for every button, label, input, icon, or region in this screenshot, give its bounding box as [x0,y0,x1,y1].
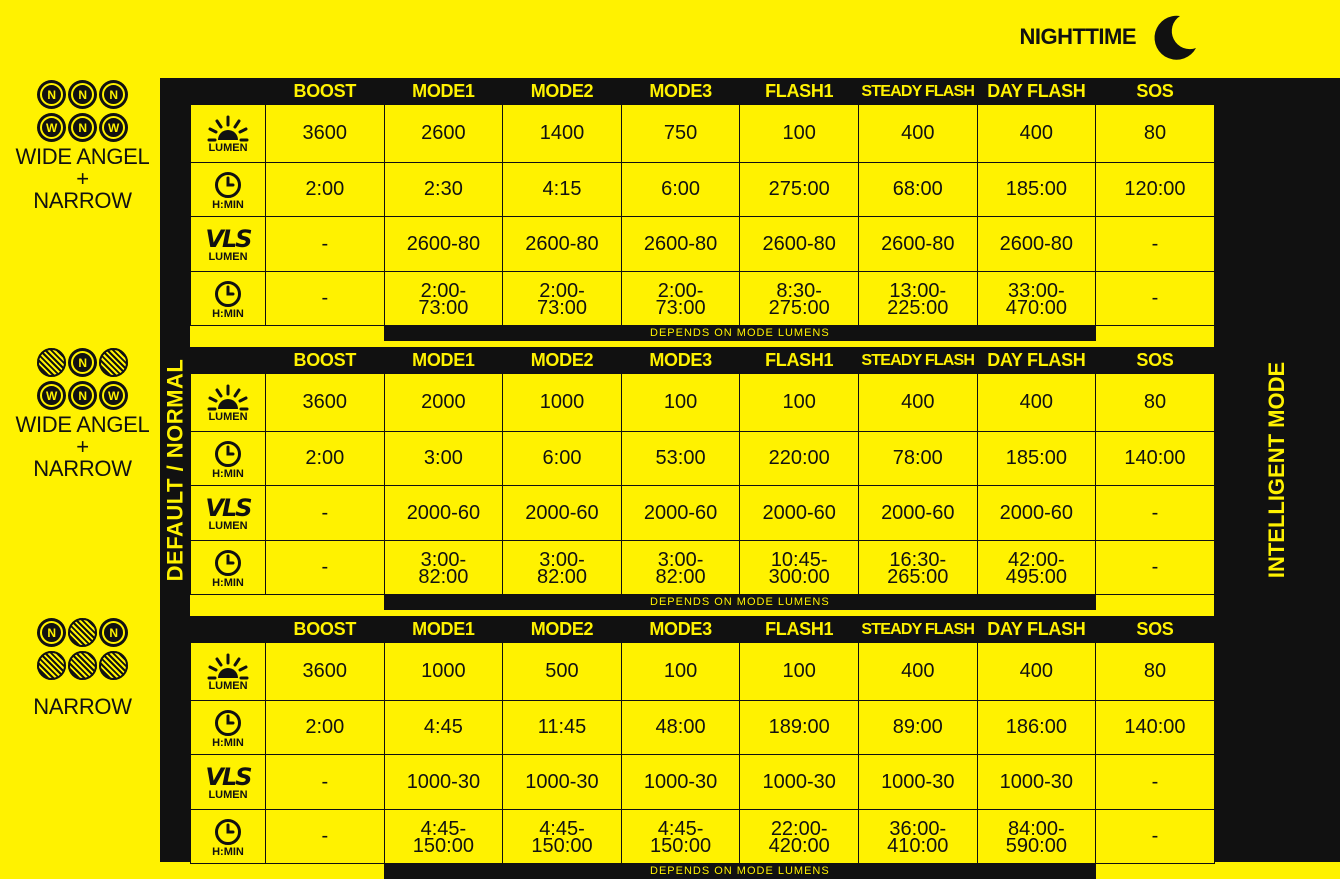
column-header: SOS [1096,348,1215,374]
table-cell: - [1096,217,1215,272]
table-cell: 2000 [384,374,503,432]
column-header: MODE2 [503,617,622,643]
table-cell: 6:00 [503,432,622,486]
column-header: STEADY FLASH [858,348,977,374]
table-cell: - [266,755,385,810]
sun-icon: LUMEN [191,643,266,701]
led-icon [99,348,128,377]
table-cell: 1000 [503,374,622,432]
section-label-2 [0,348,165,480]
column-header: MODE1 [384,348,503,374]
table-cell: 400 [858,105,977,163]
vls-icon: VLS LUMEN [191,486,266,541]
table-cell: 100 [740,643,859,701]
table-cell: 2:00 [266,163,385,217]
table-cell: 2:00 [266,701,385,755]
led-icon: W [37,113,66,142]
led-icon: N [37,618,66,647]
table-cell: 1000 [384,643,503,701]
depends-note: DEPENDS ON MODE LUMENS [384,326,1096,341]
column-header: SOS [1096,79,1215,105]
table-cell: - [1096,755,1215,810]
led-icon [37,651,66,680]
led-icon: N [99,618,128,647]
table-cell: 2000-60 [621,486,740,541]
table-cell: 78:00 [858,432,977,486]
led-icon: N [68,113,97,142]
table-cell: 2600-80 [740,217,859,272]
table-cell: 2000-60 [740,486,859,541]
table-cell: 1000-30 [858,755,977,810]
header-blank [191,79,266,105]
table-cell: 185:00 [977,163,1096,217]
table-cell: 120:00 [1096,163,1215,217]
table-cell: - [266,272,385,326]
column-header: BOOST [266,79,385,105]
led-layout-icon [0,80,165,142]
table-cell: 1400 [503,105,622,163]
column-header: DAY FLASH [977,79,1096,105]
spec-table-1 [190,78,1215,341]
led-icon: N [68,348,97,377]
table-cell: 4:45- 150:00 [503,810,622,864]
table-cell: 89:00 [858,701,977,755]
clock-icon: H:MIN [191,701,266,755]
table-cell: - [1096,541,1215,595]
table-cell: - [266,810,385,864]
depends-note: DEPENDS ON MODE LUMENS [384,595,1096,610]
moon-icon [1150,12,1200,62]
table-cell: 80 [1096,643,1215,701]
led-icon: W [37,381,66,410]
table-cell: 275:00 [740,163,859,217]
table-cell: 400 [858,374,977,432]
depends-note: DEPENDS ON MODE LUMENS [384,864,1096,879]
table-cell: 140:00 [1096,432,1215,486]
table-cell: 2000-60 [384,486,503,541]
table-cell: 3:00 [384,432,503,486]
led-layout-icon [0,618,165,680]
column-header: DAY FLASH [977,348,1096,374]
table-cell: - [1096,810,1215,864]
table-cell: 1000-30 [977,755,1096,810]
table-cell: 4:45- 150:00 [621,810,740,864]
table-cell: 3:00- 82:00 [621,541,740,595]
table-cell: 185:00 [977,432,1096,486]
clock-icon: H:MIN [191,541,266,595]
led-icon: N [37,80,66,109]
table-cell: 1000-30 [740,755,859,810]
column-header: MODE2 [503,79,622,105]
column-header: SOS [1096,617,1215,643]
table-cell: 1000-30 [503,755,622,810]
table-cell: 140:00 [1096,701,1215,755]
table-cell: 2:00- 73:00 [621,272,740,326]
table-cell: 400 [977,105,1096,163]
table-cell: 2600 [384,105,503,163]
page-title: NIGHTTIME [1019,24,1136,49]
table-cell: 100 [621,374,740,432]
table-cell: 2600-80 [384,217,503,272]
table-cell: 16:30- 265:00 [858,541,977,595]
table-cell: 2:00- 73:00 [384,272,503,326]
table-cell: 750 [621,105,740,163]
table-cell: 4:45 [384,701,503,755]
table-cell: 36:00- 410:00 [858,810,977,864]
table-cell: 53:00 [621,432,740,486]
table-cell: 10:45- 300:00 [740,541,859,595]
section-label-text: WIDE ANGEL [15,144,150,169]
led-layout-icon [0,348,165,410]
table-cell: 4:45- 150:00 [384,810,503,864]
table-cell: - [1096,272,1215,326]
table-cell: 3:00- 82:00 [384,541,503,595]
table-cell: 13:00- 225:00 [858,272,977,326]
table-cell: 100 [621,643,740,701]
table-cell: 186:00 [977,701,1096,755]
clock-icon: H:MIN [191,432,266,486]
table-cell: 3600 [266,374,385,432]
sun-icon: LUMEN [191,105,266,163]
led-icon: N [68,80,97,109]
column-header: DAY FLASH [977,617,1096,643]
table-cell: 4:15 [503,163,622,217]
header-blank [191,617,266,643]
table-cell: 2000-60 [977,486,1096,541]
table-cell: - [266,217,385,272]
column-header: STEADY FLASH [858,617,977,643]
header-blank [191,348,266,374]
table-cell: 80 [1096,374,1215,432]
table-cell: 3:00- 82:00 [503,541,622,595]
table-cell: 3600 [266,105,385,163]
table-cell: 220:00 [740,432,859,486]
column-header: BOOST [266,348,385,374]
table-cell: - [266,541,385,595]
section-label-text: NARROW [33,188,132,213]
table-cell: 400 [858,643,977,701]
table-cell: 8:30- 275:00 [740,272,859,326]
table-cell: 2000-60 [503,486,622,541]
column-header: BOOST [266,617,385,643]
section-label-text: + [76,166,89,191]
table-cell: 500 [503,643,622,701]
header [1020,12,1201,62]
clock-icon: H:MIN [191,272,266,326]
led-icon [68,618,97,647]
led-icon: N [99,80,128,109]
table-cell: 189:00 [740,701,859,755]
table-cell: 6:00 [621,163,740,217]
table-cell: 2:00- 73:00 [503,272,622,326]
column-header: FLASH1 [740,348,859,374]
led-icon [68,651,97,680]
led-icon: N [68,381,97,410]
table-cell: 100 [740,374,859,432]
column-header: MODE3 [621,617,740,643]
table-cell: 400 [977,643,1096,701]
column-header: MODE1 [384,79,503,105]
table-cell: 2:30 [384,163,503,217]
table-cell: 33:00- 470:00 [977,272,1096,326]
intelligent-mode-label: INTELLIGENT MODE [1214,78,1340,862]
section-label-3 [0,618,165,718]
table-cell: 1000-30 [621,755,740,810]
table-cell: 3600 [266,643,385,701]
table-cell: - [266,486,385,541]
clock-icon: H:MIN [191,163,266,217]
led-icon [37,348,66,377]
section-label-1 [0,80,165,212]
table-cell: 48:00 [621,701,740,755]
column-header: MODE2 [503,348,622,374]
table-cell: 2600-80 [977,217,1096,272]
section-label-text: + [76,434,89,459]
table-cell: 2600-80 [858,217,977,272]
spec-table-3 [190,616,1215,879]
table-cell: 2600-80 [621,217,740,272]
column-header: STEADY FLASH [858,79,977,105]
table-cell: 2600-80 [503,217,622,272]
spec-table-2 [190,347,1215,610]
led-icon: W [99,381,128,410]
column-header: MODE3 [621,79,740,105]
table-cell: 22:00- 420:00 [740,810,859,864]
column-header: MODE1 [384,617,503,643]
led-icon [99,651,128,680]
section-label-text: NARROW [33,694,132,719]
table-cell: 400 [977,374,1096,432]
table-cell: 80 [1096,105,1215,163]
sun-icon: LUMEN [191,374,266,432]
table-cell: 84:00- 590:00 [977,810,1096,864]
section-label-text: WIDE ANGEL [15,412,150,437]
table-cell: 68:00 [858,163,977,217]
table-cell: 100 [740,105,859,163]
column-header: MODE3 [621,348,740,374]
table-cell: - [1096,486,1215,541]
section-label-text: NARROW [33,456,132,481]
table-cell: 2:00 [266,432,385,486]
default-normal-label: DEFAULT / NORMAL [160,78,190,862]
table-cell: 1000-30 [384,755,503,810]
column-header: FLASH1 [740,617,859,643]
column-header: FLASH1 [740,79,859,105]
table-cell: 42:00- 495:00 [977,541,1096,595]
table-cell: 11:45 [503,701,622,755]
vls-icon: VLS LUMEN [191,217,266,272]
table-cell: 2000-60 [858,486,977,541]
led-icon: W [99,113,128,142]
clock-icon: H:MIN [191,810,266,864]
vls-icon: VLS LUMEN [191,755,266,810]
